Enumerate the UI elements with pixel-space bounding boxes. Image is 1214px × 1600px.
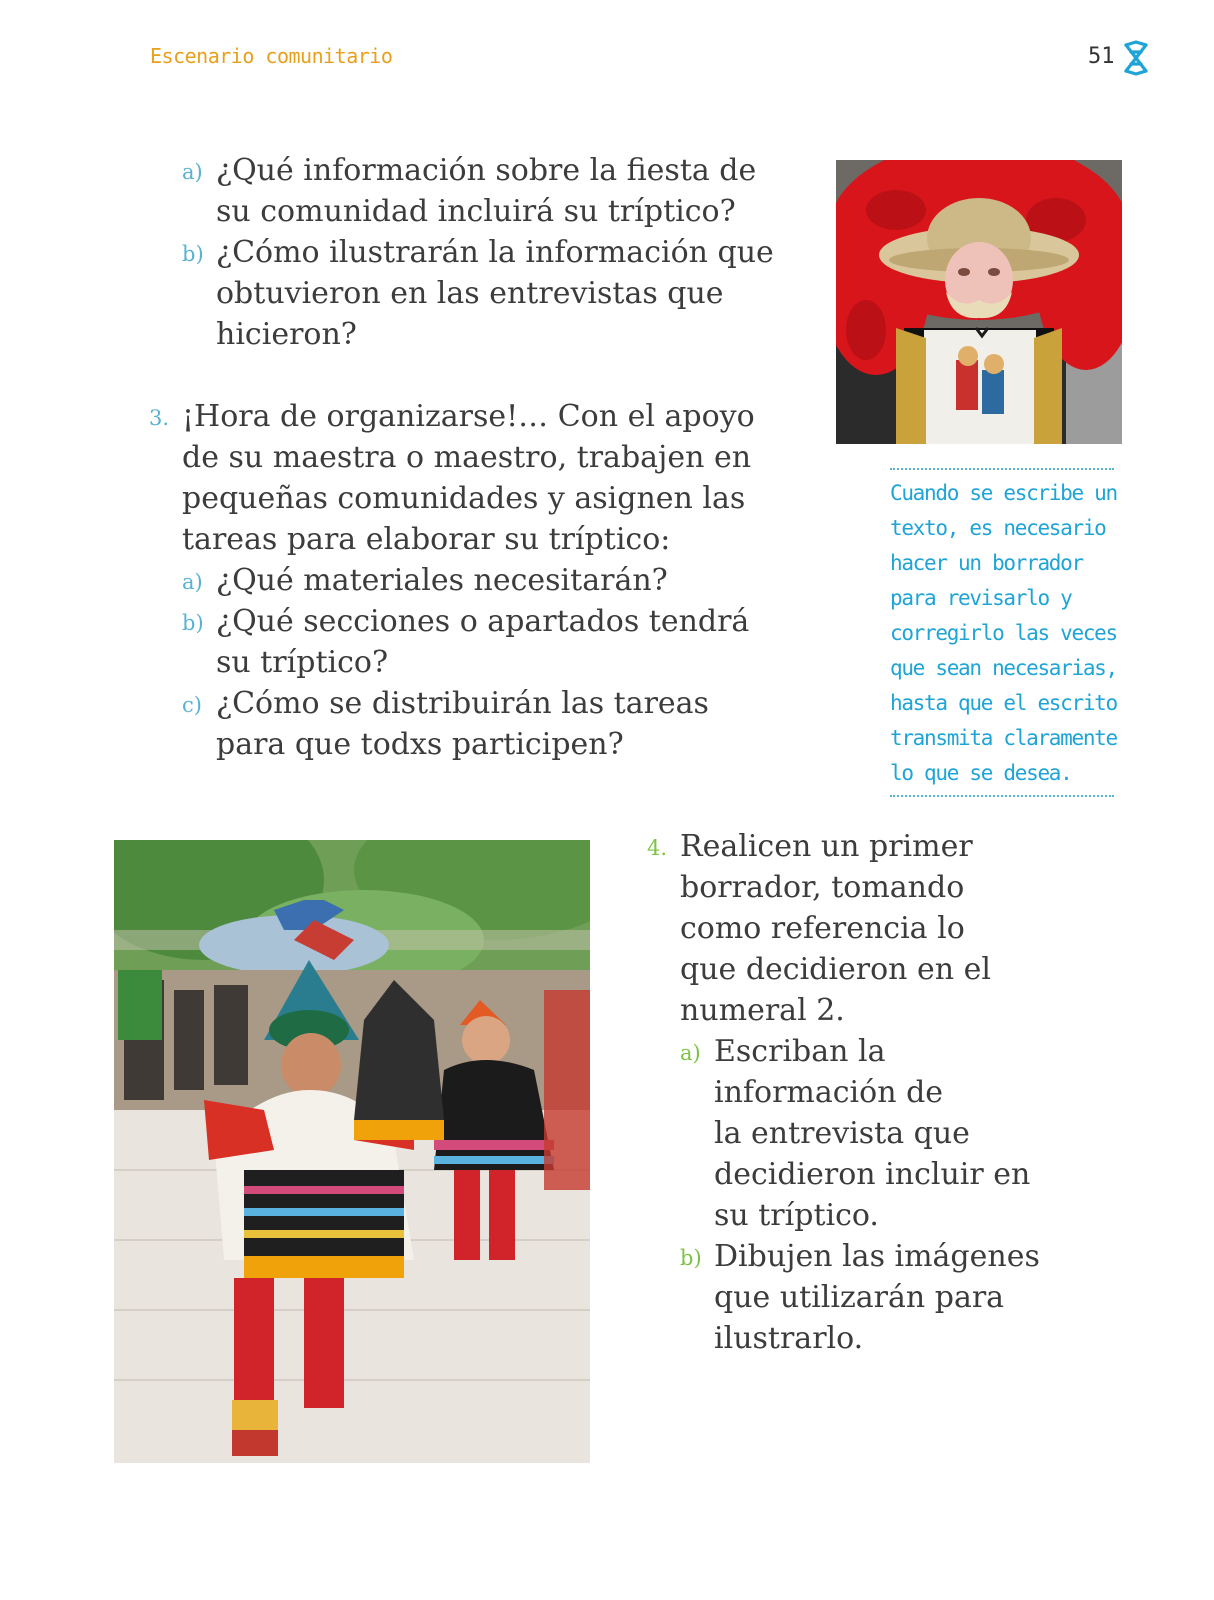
text-line: ¿Cómo se distribuirán las tareas (216, 686, 709, 721)
text-line: la entrevista que (714, 1116, 970, 1151)
text-line: su tríptico? (216, 645, 389, 680)
tip-line: para revisarlo y (890, 586, 1072, 610)
text-line: borrador, tomando (680, 870, 965, 905)
text-line: que decidieron en el (680, 952, 991, 987)
tip-line: corregirlo las veces (890, 621, 1117, 645)
step-3-item-b (182, 601, 750, 683)
text-line: su tríptico. (714, 1198, 879, 1233)
text-line: ¡Hora de organizarse!… Con el apoyo (182, 399, 755, 434)
text-line: ¿Qué secciones o apartados tendrá (216, 604, 750, 639)
text-line: decidieron incluir en (714, 1157, 1031, 1192)
folk-dancers-photo (114, 840, 590, 1463)
text-line: Escriban la (714, 1034, 886, 1069)
tip-line: hasta que el escrito (890, 691, 1117, 715)
item-label: a) (680, 1041, 701, 1065)
question-a-top (182, 150, 757, 232)
step-4-item-b (680, 1236, 1040, 1359)
question-b-top (182, 232, 774, 355)
step-number: 4. (647, 836, 668, 860)
text-line: ¿Qué materiales necesitarán? (216, 563, 668, 598)
tip-line: transmita claramente (890, 726, 1117, 750)
tip-line: que sean necesarias, (890, 656, 1117, 680)
item-label: b) (182, 611, 204, 635)
text-line: obtuvieron en las entrevistas que (216, 276, 724, 311)
text-line: como referencia lo (680, 911, 965, 946)
text-line: ¿Qué información sobre la fiesta de (216, 153, 757, 188)
text-line: de su maestra o maestro, trabajen en (182, 440, 752, 475)
text-line: tareas para elaborar su tríptico: (182, 522, 671, 557)
text-line: hicieron? (216, 317, 357, 352)
text-line: información de (714, 1075, 944, 1110)
text-line: para que todxs participen? (216, 727, 624, 762)
step-4-item-a (680, 1031, 1031, 1236)
tip-line: texto, es necesario (890, 516, 1106, 540)
item-label: a) (182, 570, 203, 594)
tip-box (890, 468, 1117, 797)
page-number: 51 (1088, 44, 1115, 69)
section-title: Escenario comunitario (150, 44, 393, 68)
step-4 (647, 826, 991, 1031)
step-3-item-c (182, 683, 709, 765)
text-line: ilustrarlo. (714, 1321, 864, 1356)
step-3-item-a (182, 560, 668, 601)
step-number: 3. (149, 406, 170, 430)
text-line: ¿Cómo ilustrarán la información que (216, 235, 774, 270)
masked-dancer-photo (836, 160, 1122, 444)
item-label: b) (680, 1246, 702, 1270)
tip-line: Cuando se escribe un (890, 481, 1117, 505)
step-3 (149, 396, 755, 560)
tip-line: lo que se desea. (890, 761, 1072, 785)
blue-x-ornament-icon (1122, 40, 1150, 76)
tip-line: hacer un borrador (890, 551, 1083, 575)
text-line: pequeñas comunidades y asignen las (182, 481, 746, 516)
text-line: numeral 2. (680, 993, 845, 1028)
item-label: b) (182, 242, 204, 266)
text-line: su comunidad incluirá su tríptico? (216, 194, 736, 229)
text-line: que utilizarán para (714, 1280, 1005, 1315)
item-label: c) (182, 693, 202, 717)
item-label: a) (182, 160, 203, 184)
text-line: Dibujen las imágenes (714, 1239, 1040, 1274)
text-line: Realicen un primer (680, 829, 973, 864)
